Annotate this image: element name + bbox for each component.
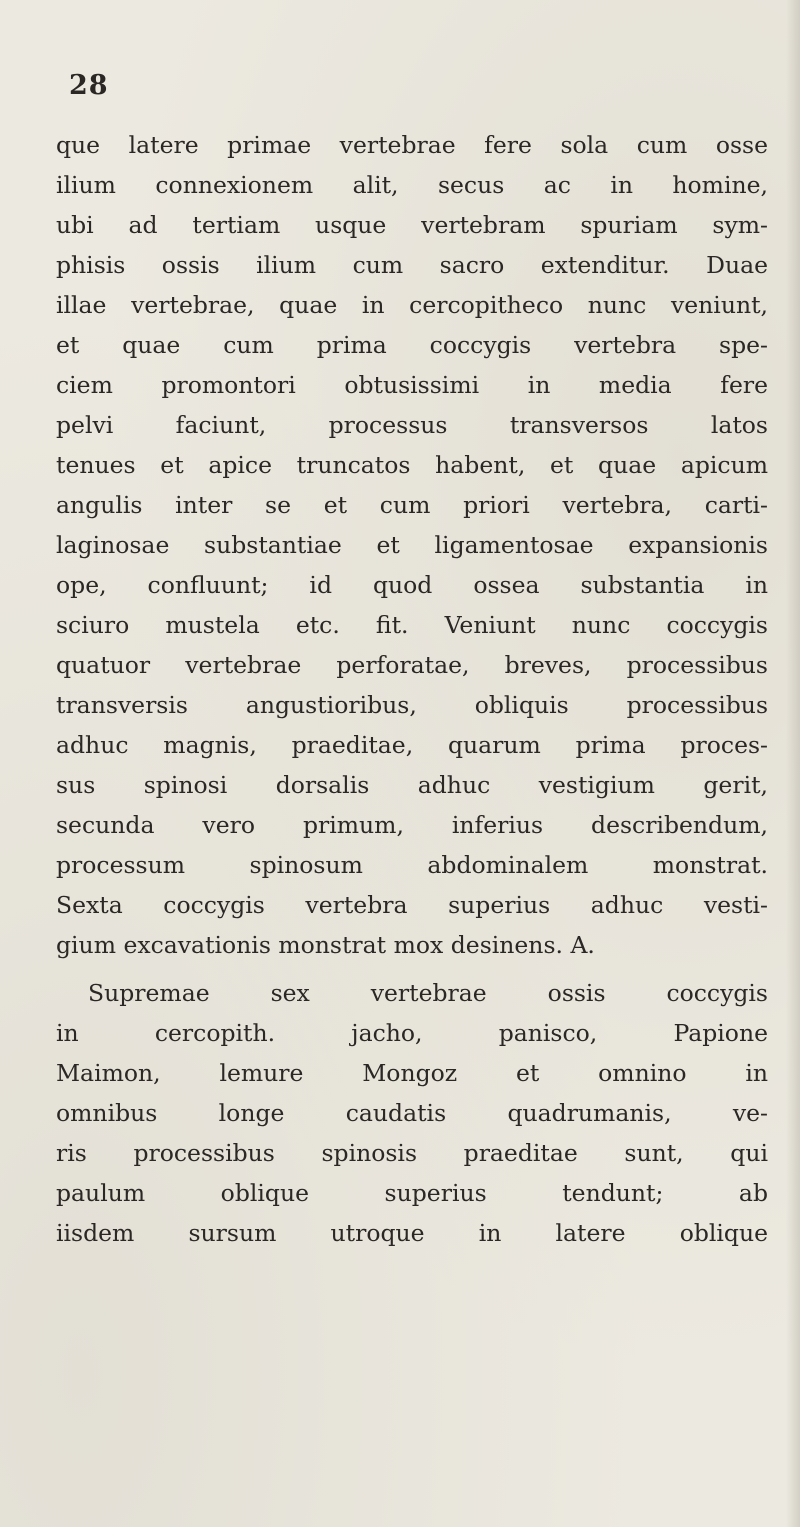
text-line: ubi ad tertiam usque vertebram spuriam sym- [56, 211, 768, 239]
text-line: laginosae substantiae et ligamentosae expansionis [56, 531, 768, 559]
text-line: ope, confluunt; id quod ossea substantia in [56, 571, 768, 599]
text-line: Supremae sex vertebrae ossis coccygis [88, 979, 768, 1007]
text-line: illae vertebrae, quae in cercopitheco nunc veniunt, [56, 291, 768, 319]
text-line: que latere primae vertebrae fere sola cum osse [56, 131, 768, 159]
text-line: quatuor vertebrae perforatae, breves, processibus [56, 651, 768, 679]
text-line: iisdem sursum utroque in latere oblique [56, 1219, 768, 1247]
text-line: transversis angustioribus, obliquis processibus [56, 691, 768, 719]
text-line: secunda vero primum, inferius describendum, [56, 811, 768, 839]
paragraph-gap [56, 965, 768, 973]
text-line: phisis ossis ilium cum sacro extenditur. Duae [56, 251, 768, 279]
text-line: sciuro mustela etc. fit. Veniunt nunc coccygis [56, 611, 768, 639]
text-line: angulis inter se et cum priori vertebra, carti- [56, 491, 768, 519]
paragraph-2 [56, 973, 768, 1253]
page-number: 28 [69, 70, 109, 101]
text-line: ris processibus spinosis praeditae sunt, qui [56, 1139, 768, 1167]
text-line: Sexta coccygis vertebra superius adhuc vesti- [56, 891, 768, 919]
page-edge-shadow [786, 0, 800, 1527]
text-line: adhuc magnis, praeditae, quarum prima proces- [56, 731, 768, 759]
text-line: gium excavationis monstrat mox desinens. A. [56, 931, 595, 959]
text-line: paulum oblique superius tendunt; ab [56, 1179, 768, 1207]
text-line: omnibus longe caudatis quadrumanis, ve- [56, 1099, 768, 1127]
text-line: in cercopith. jacho, panisco, Papione [56, 1019, 768, 1047]
text-line: sus spinosi dorsalis adhuc vestigium gerit, [56, 771, 768, 799]
text-line: tenues et apice truncatos habent, et quae apicum [56, 451, 768, 479]
text-line: Maimon, lemure Mongoz et omnino in [56, 1059, 768, 1087]
text-line: et quae cum prima coccygis vertebra spe- [56, 331, 768, 359]
paragraph-1 [56, 125, 768, 965]
text-line: processum spinosum abdominalem monstrat. [56, 851, 768, 879]
text-line: ilium connexionem alit, secus ac in homine, [56, 171, 768, 199]
text-line: pelvi faciunt, processus transversos latos [56, 411, 768, 439]
body-text [56, 125, 768, 1253]
text-line: ciem promontori obtusissimi in media fere [56, 371, 768, 399]
